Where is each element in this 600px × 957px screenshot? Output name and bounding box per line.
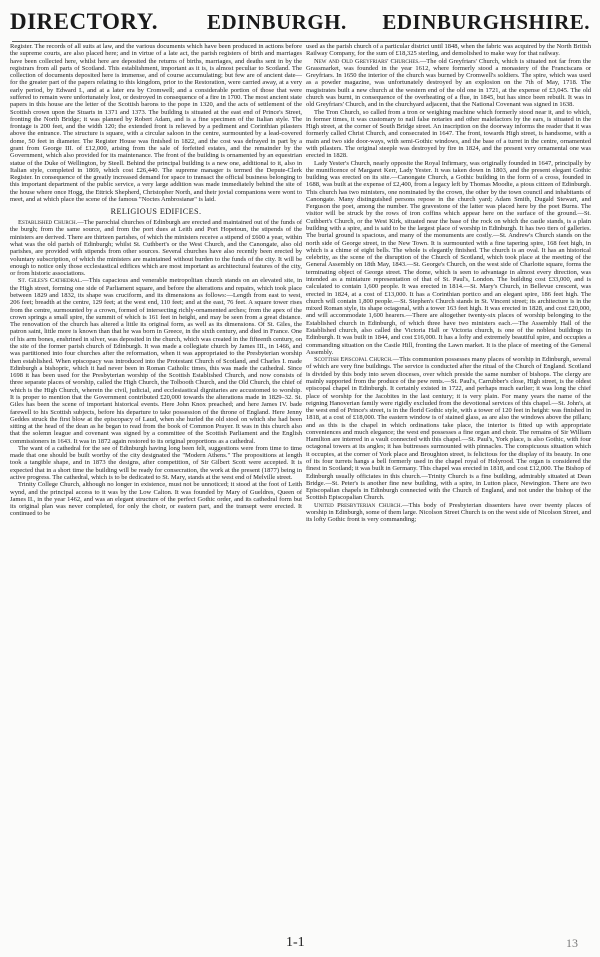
- register-paragraph: Register. The records of all suits at law, and the various documents which have been produced in actions before the supreme courts, are also placed here; and in virtue of a late act, the parish registers of birth and marriages have been collected here, whilst here are deposited the returns of births, marriages, and deaths sent in by the registrars from all parts of Scotland. This establishment, important as it is, is almost peculiar to Scotland. The collection of documents deposited here is immense, and of course accumulating; but few are of ancient date—for the greater part of the papers relating to this kingdom, prior to the Restoration, were carried away, at a very early period, by Edward I., and at a later era by Cromwell; and a considerable portion of those that were suffered to remain were unfortunately lost, or destroyed in consequence of a fire in 1700. The most ancient state papers in this house are the letter of the Scottish barons to the pope in 1320, and the acts of settlement of the Scottish crown upon the Stuarts in 1371 and 1373. The building is situated at the east end of Prince's Street, fronting the North Bridge; it was planned by Robert Adam, and is a fine specimen of the Italian style. The frontage is 200 feet, and the width 120; the extended front is relieved by a pediment and Corinthian pilasters above the entrance. The structure is square, with a circular saloon in the centre, surmounted by a lead-covered dome, 50 feet in diameter. The Register House was finished in 1822, and the cost was defrayed in part by a grant from George III. of £12,000, arising from the sale of forfeited estates, and the remainder by the Government, which also provided for its maintenance. The front of the building is ornamented by an equestrian statue of the Duke of Wellington, by Steell. Behind the principal building is a new one, additional to it, also in Italian style, completed in 1869, which cost £26,440. The supreme manager is termed the Depute-Clerk Register. In consequence of the greatly increased demand for space to transact the official business belonging to this important department of the public service, a very large addition was made immediately behind the site of the house where once Hogg, the Ettrick Shepherd, Christopher North, and their jovial companions were wont to meet, and at which place the scene of the famous "Noctes Ambrosianæ" is laid.: [10, 43, 302, 203]
- page-header-right-title: EDINBURGHSHIRE.: [382, 10, 590, 34]
- episcopal-church-lead: Scottish Episcopal Church.: [314, 356, 393, 364]
- right-text-column: [306, 43, 591, 524]
- united-presbyterian-text: —This body of Presbyterian dissenters have over twenty places of worship in Edinburgh, some of them large. Nicolson Street Church is on the west side of Nicolson Street, and its lofty Gothic front is very commanding;: [306, 501, 591, 524]
- established-church-text: —The parochial churches of Edinburgh are erected and maintained out of the funds of the burgh; from the same source, and from the port dues at Leith and Port Hopetoun, the stipends of the ministers are derived. There are thirteen parishes, of which the ministers receive a stipend of £600 a year, within what was the old parish of Edinburgh; whilst St. Cuthbert's or the West Church, and the Canongate, also old parishes, are provided with stipends from other sources. Several churches have also recently been erected by voluntary subscription, of which the ministers are maintained without burden to the funds of the city. It will be enough to notice only those ecclesiastical edifices which are most important as architectural features of the city, or from historic associations.: [10, 219, 303, 278]
- united-presbyterian-lead: United Presbyterian Church.: [314, 501, 403, 509]
- page-header-left-title: DIRECTORY.: [10, 9, 158, 34]
- religious-edifices-heading: RELIGIOUS EDIFICES.: [110, 207, 202, 217]
- churches-list-paragraph: Lady Yester's Church, nearly opposite the Royal Infirmary, was originally founded in 1647, principally by the munificence of Margaret Kerr, Lady Yester. It was taken down in 1803, and the present elegant Gothic building was erected on its site.—Canongate Church, a Gothic building in the form of a cross, founded in 1688, was built at the expense of £2,400, from a legacy left by Thomas Moodie, a pious citizen of Edinburgh. This church has two ministers, one nominated by the crown, the other by the town council and inhabitants of Canongate. Many distinguished persons repose in the church yard; Adam Smith, Dugald Stewart, and Ferguson the poet, among the number. The gravestone of the latter was placed here by the poet Burns. The visitor will be struck by the rows of iron coffins which appear here on the surface of the ground.—St. Cuthbert's Church, or the West Kirk, situated near the base of the rock on which the castle stands, is a plain building with a spire, and is said to be the largest place of worship in Edinburgh. It has two tiers of galleries. The burial ground is spacious, and many of the monuments are costly.—St. Andrew's Church stands on the north side of George street, in the New Town. It is surmounted with a fine tapering spire, 168 feet high, in which is a chime of eight bells. The whole is elegantly finished. The church is an oval. It has an historical celebrity, as the scene of the disruption of the Church of Scotland, which took place at the meeting of the General Assembly on 18th May, 1843.—St. George's Church, on the west side of Charlotte square, forms the terminating object of George street. The dome, which is seen to advantage in almost every direction, was intended as a miniature representation of that of St. Paul's, London. The building cost £33,000, and is calculated to contain 1,600 people. It was erected in 1814.—St. Mary's Church, in Bellevue crescent, was erected in 1824, at a cost of £13,000. It has a Corinthian portico and an elegant spire, 186 feet high. The church will contain 1,800 people.—St. Stephen's Church stands in St. Vincent street; its architecture is in the mixed Roman style, its shape octagonal, with a tower 163 feet high. It was erected in 1828, and cost £20,000, and will accommodate 1,600 hearers.—There are altogether twenty-six places of worship belonging to the Established church in Edinburgh, of which three have two ministers each.—The Assembly Hall of the Established church, also called the Victoria Hall or Victoria church, is one of the noblest buildings in Edinburgh. It was built in 1844, and cost £16,000. It has a lofty and extremely beautiful spire, and occupies a commanding situation on the Castle Hill, fronting the Lawn market. It is the place of meeting of the General Assembly.: [306, 159, 591, 356]
- page-footer: [0, 935, 600, 951]
- new-cathedral-paragraph: The want of a cathedral for the see of Edinburgh having long been felt, suggestions were from time to time made that one should be built worthy of the city designated the "Modern Athens." The propositions at length took a tangible shape, and in 1873 the designs, after competition, of Sir Gilbert Scott were accepted. It is expected that in a short time the building will be ready for consecration, the work at the present (1877) being in active progress. The cathedral, which is to be dedicated to St. Mary, stands at the west end of Melville street.: [10, 444, 302, 482]
- edge-page-mark: 13: [566, 936, 578, 950]
- tron-church-paragraph: The Tron Church, so called from a tron or weighing machine which formerly stood near it, and to which, in former times, it was customary to nail false notaries and other malefactors by the ears, is situated in the High street, at the corner of South Bridge street. An inscription on the doorway informs the reader that it was formerly called Christ Church, and consecrated in 1647. The front, towards High street, is handsome, with a main and two side door-ways, with semi-Gothic windows, and the base of a turret in the centre, ornamented with pilasters. The original steeple was destroyed by fire in 1824, and the present very ornamental one was erected in 1828.: [306, 108, 591, 160]
- st-giles-text: —This capacious and venerable metropolitan church stands on an elevated site, in the High street, forming one side of Parliament square, and before the alterations and repairs, which took place between 1829 and 1832, its shape was cruciform, and its dimensions as follows:—Length from east to west, 206 feet; breadth at the centre, 129 feet; at the west end, 110 feet; and at the east, 76 feet. A square tower rises from the centre, surmounted by a crown, formed of intersecting richly-ornamented arches; from the apex of the crown springs a small spire, the summit of which is 161 feet in height, and may be seen from a great distance. The renovation of the church has altered a little its original form, as well as its dimensions. Of St. Giles, the patron saint, little more is known than that he was born in Greece, in the sixth century, and died in France. One of his arm bones, enshrined in silver, was deposited in the church, which was created in the fifteenth century, on the site of the former parish church of Edinburgh. It was made a collegiate church by James III., in 1466, and was partitioned into four churches after the reformation, when it was appropriated to the Presbyterian worship then established. When episcopacy was introduced into the Protestant Church of Scotland, and Charles I. made Edinburgh a bishopric, which it had never been in Roman Catholic times, this was made the cathedral. Since 1698 it has been used for the Presbyterian worship of the Scottish Established Church, and now consists of three separate places of worship, called the High Church, the Tolbooth Church, and the Old Church, the chief of which is the High Church, wherein the civil, judicial, and ecclesiastical dignitaries are accustomed to worship. It is proper to mention that the Government contributed £20,000 towards the alterations made in 1829–32. St. Giles has been the scene of important historical events. Here John Knox preached; and here James IV. bade farewell to his Scottish subjects, before his departure to take possession of the throne of England. Here Jenny Geddes struck the first blow at the episcopacy of Laud, when she hurled the old stool on which she had been sitting at the head of the dean as he began to read from the book of Common Prayer. It was in this church also that the solemn league and covenant was signed by a committee of the Scottish Parliament and the English commissioners in 1643. It was in 1872 again restored to its original proportions as a cathedral.: [10, 277, 302, 445]
- st-giles-lead: St. Giles's Cathedral.: [18, 277, 83, 285]
- greyfriars-paragraph: [306, 58, 591, 109]
- page-header: [10, 8, 590, 36]
- st-giles-paragraph: [10, 277, 302, 444]
- trinity-college-paragraph: Trinity College Church, although no longer in existence, must not be unnoticed; it stood at the foot of Leith wynd, and the principal access to it was by the Low Calton. It was founded by Mary of Gueldres, Queen of James II., in the year 1462, and was an elegant structure of the perfect Gothic order, and its cathedral form but its original plan was never completed, for only the choir, or eastern part, and the transept were erected. It continued to be: [10, 481, 302, 518]
- united-presbyterian-paragraph: [306, 502, 591, 524]
- continued-church-paragraph: used as the parish church of a particular district until 1848, when the fabric was acquired by the North British Railway Company, for the sum of £18,325 sterling, and demolished to make way for that railway.: [306, 43, 591, 58]
- greyfriars-text: —The old Greyfriars' Church, which is situated not far from the Grassmarket, was founded in the year 1612, where formerly stood a monastery of the Franciscans or Greyfriars. In 1650 the interior of the church was burned by Cromwell's soldiers. The spire, which was used as a powder magazine, was unfortunately destroyed by an explosion on the 7th of May, 1718. The magistrates built a new church at the western end of the old one in 1721, at the expense of £3,045. The old church was burnt, in consequence of the overheating of a flue, in 1845, but has since been rebuilt. It was in old Greyfriars' Church, and in the churchyard adjacent, that the National Covenant was signed in 1638.: [306, 57, 591, 109]
- established-church-lead: Established Church.: [18, 219, 78, 227]
- episcopal-church-text: —This communion possesses many places of worship in Edinburgh, several of which are very fine buildings. The service is conducted after the ritual of the Church of England. Scotland is divided by this body into seven dioceses, over which preside the same number of bishops. The clergy are mainly supported from the produce of the pew rents.—St. Paul's, Carrubber's close, High street, is the oldest episcopal chapel in Edinburgh. It certainly existed in 1722, and perhaps much earlier; it was long the chief place of worship for the Jacobites in the last century; it is very plain. For many years the name of the reigning Hanoverian family were rigidly excluded from the devotional services of this chapel.—St. John's, at the west end of Prince's street, is in the florid Gothic style, with a tower of 120 feet in height: was finished in 1818, at a cost of £18,000. The eastern window is of stained glass, as are also the windows above the pillars; and as this is the chapel in which ordinations take place, the interior is fitted up with appropriate conveniences and much elegance; the west end possesses a fine organ and choir. The remains of Sir William Hamilton are interred in a vault connected with this chapel.—St. Paul's, York place, is also Gothic, with four octagonal towers at its angles; it has buttresses surmounted with pinnacles. The conspicuous situation which it occupies, at the corner of York place and Broughton street, is felicitous for the display of its beauty. In one of its four turrets hangs a bell formerly used in the chapel royal of Holyrood. The organ is considered the finest in Scotland; it was built in Germany. This chapel was erected in 1818, and cost £12,000. The Bishop of Edinburgh usually officiates in this church.—Trinity Church is a fine building, admirably situated at Dean Bridge.—St. Peter's is another fine new building, with a spire, in Lutton place, Newington. There are two Episcopalian chapels in Edinburgh connected with the Church of England, and not under the bishop of the Scottish Episcopalian Church.: [306, 356, 591, 502]
- page-number-mark: 1-1: [286, 935, 305, 950]
- greyfriars-lead: New and Old Greyfriars' Churches.: [314, 57, 420, 65]
- page-header-center-title: EDINBURGH.: [207, 10, 347, 34]
- established-church-paragraph: [10, 219, 302, 277]
- episcopal-church-paragraph: [306, 356, 591, 502]
- header-rule: [12, 41, 588, 42]
- left-text-column: [10, 43, 302, 518]
